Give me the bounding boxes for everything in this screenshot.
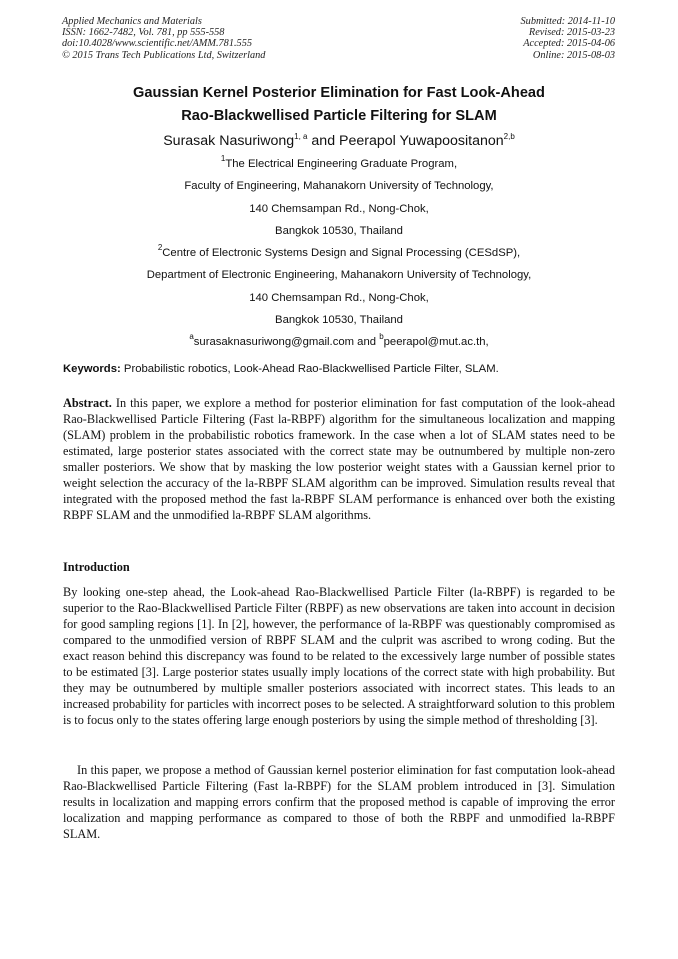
author-1-affil-mark: 1, a	[294, 132, 308, 141]
affiliations	[40, 153, 638, 354]
affiliation-2-line-3: 140 Chemsampan Rd., Nong-Chok,	[249, 291, 429, 304]
author-emails	[40, 331, 638, 353]
title-line-1: Gaussian Kernel Posterior Elimination for Fast Look-Ahead	[133, 85, 545, 101]
affiliation-1-line-4: Bangkok 10530, Thailand	[275, 224, 403, 237]
journal-info	[62, 16, 265, 61]
abstract-text: In this paper, we explore a method for posterior elimination for fast computation of the look-ahead Rao-Blackwellised Particle Filtering (Fast la-RBPF) algorithm for the simultaneous localization and mapping (SLAM) problem in the probabilistic robotics framework. In the case when a lot of SLAM states need to be estimated, large posterior states associated with the correct state may be outnumbered by multiple non-zero smaller posteriors. We show that by masking the low posterior weight states with a Gaussian kernel prior to weight selection the accuracy of the la-RBPF SLAM algorithm can be improved. Simulation results reveal that integrated with the proposed method the fast la-RBPF SLAM performance is enhanced over both the existing RBPF SLAM and the unmodified la-RBPF SLAM algorithms.	[63, 396, 615, 523]
affiliation-2-line-2: Department of Electronic Engineering, Mahanakorn University of Technology,	[146, 269, 532, 282]
affiliation-1-line-1	[40, 153, 638, 175]
email-a-mark: a	[189, 332, 194, 342]
submission-dates	[521, 16, 615, 61]
affiliation-1-program: The Electrical Engineering Graduate Program,	[225, 158, 458, 170]
keywords	[63, 362, 615, 377]
affiliation-2-centre: Centre of Electronic Systems Design and Signal Processing (CESdSP),	[162, 247, 521, 260]
author-1: Surasak Nasuriwong	[163, 133, 295, 149]
affiliation-1-mark: 1	[220, 154, 226, 163]
author-2: Peerapol Yuwapoositanon	[339, 133, 504, 149]
affiliation-2-line-4: Bangkok 10530, Thailand	[275, 314, 403, 327]
email-and: and	[354, 336, 380, 349]
affiliation-1-line-3: 140 Chemsampan Rd., Nong-Chok,	[249, 202, 429, 215]
email-b-mark: b	[379, 332, 384, 342]
date-revised: Revised: 2015-03-23	[528, 27, 615, 39]
introduction-heading: Introduction	[63, 560, 130, 574]
journal-name: Applied Mechanics and Materials	[62, 16, 202, 27]
journal-copyright: © 2015 Trans Tech Publications Ltd, Switzerland	[62, 49, 266, 61]
date-online: Online: 2015-08-03	[532, 49, 615, 61]
author-list	[40, 131, 638, 151]
keywords-text: Probabilistic robotics, Look-Ahead Rao-Blackwellised Particle Filter, SLAM.	[120, 363, 499, 375]
title-line-2: Rao-Blackwellised Particle Filtering for SLAM	[181, 108, 497, 124]
date-accepted: Accepted: 2015-04-06	[523, 38, 615, 50]
abstract-label: Abstract.	[63, 396, 112, 410]
journal-issn: ISSN: 1662-7482, Vol. 781, pp 555-558	[62, 27, 225, 39]
date-submitted: Submitted: 2014-11-10	[520, 16, 615, 27]
author-conjunction: and	[307, 133, 340, 149]
introduction-paragraph-1: By looking one-step ahead, the Look-ahead Rao-Blackwellised Particle Filter (la-RBPF) is regarded to be superior to the Rao-Blackwellised Particle Filter (RBPF) as new observations are taken into account in decision for good sampling regions [1]. In [2], however, the performance of la-RBPF was questionably compromised as compared to the unmodified version of RBPF SLAM and the culprit was ascribed to wrong coding. But the exact reason behind this discrepancy was found to be related to the excessively large number of possible states to be estimated [3]. Large posterior states usually imply locations of the correct state with high probability. But they may be outnumbered by multiple smaller posteriors associated with incorrect states. This leads to an increased probability for particles with incorrect poses to be selected. A straightforward solution to this problem is to focus only to the states offering large enough posteriors by using the simple method of thresholding [3].	[63, 585, 615, 728]
journal-doi: doi:10.4028/www.scientific.net/AMM.781.555	[62, 38, 252, 50]
paper-title	[40, 82, 638, 128]
email-b: peerapol@mut.ac.th,	[383, 336, 489, 349]
abstract	[63, 395, 615, 523]
affiliation-2-mark: 2	[157, 243, 163, 253]
introduction-paragraph-2: In this paper, we propose a method of Gaussian kernel posterior elimination for fast computation look-ahead Rao-Blackwellised Particle Filtering (Fast la-RBPF) for the SLAM problem introduced in [3]. Simulation results in localization and mapping errors confirm that the proposed method is capable of improving the error localization and mapping performance as compared to those of both the RBPF and unmodified la-RBPF SLAM.	[63, 763, 615, 842]
email-a: surasaknasuriwong@gmail.com	[193, 336, 355, 349]
affiliation-1-line-2: Faculty of Engineering, Mahanakorn University of Technology,	[184, 180, 494, 193]
affiliation-2-line-1	[40, 242, 638, 264]
author-2-affil-mark: 2,b	[503, 132, 515, 141]
keywords-label: Keywords:	[63, 363, 121, 375]
